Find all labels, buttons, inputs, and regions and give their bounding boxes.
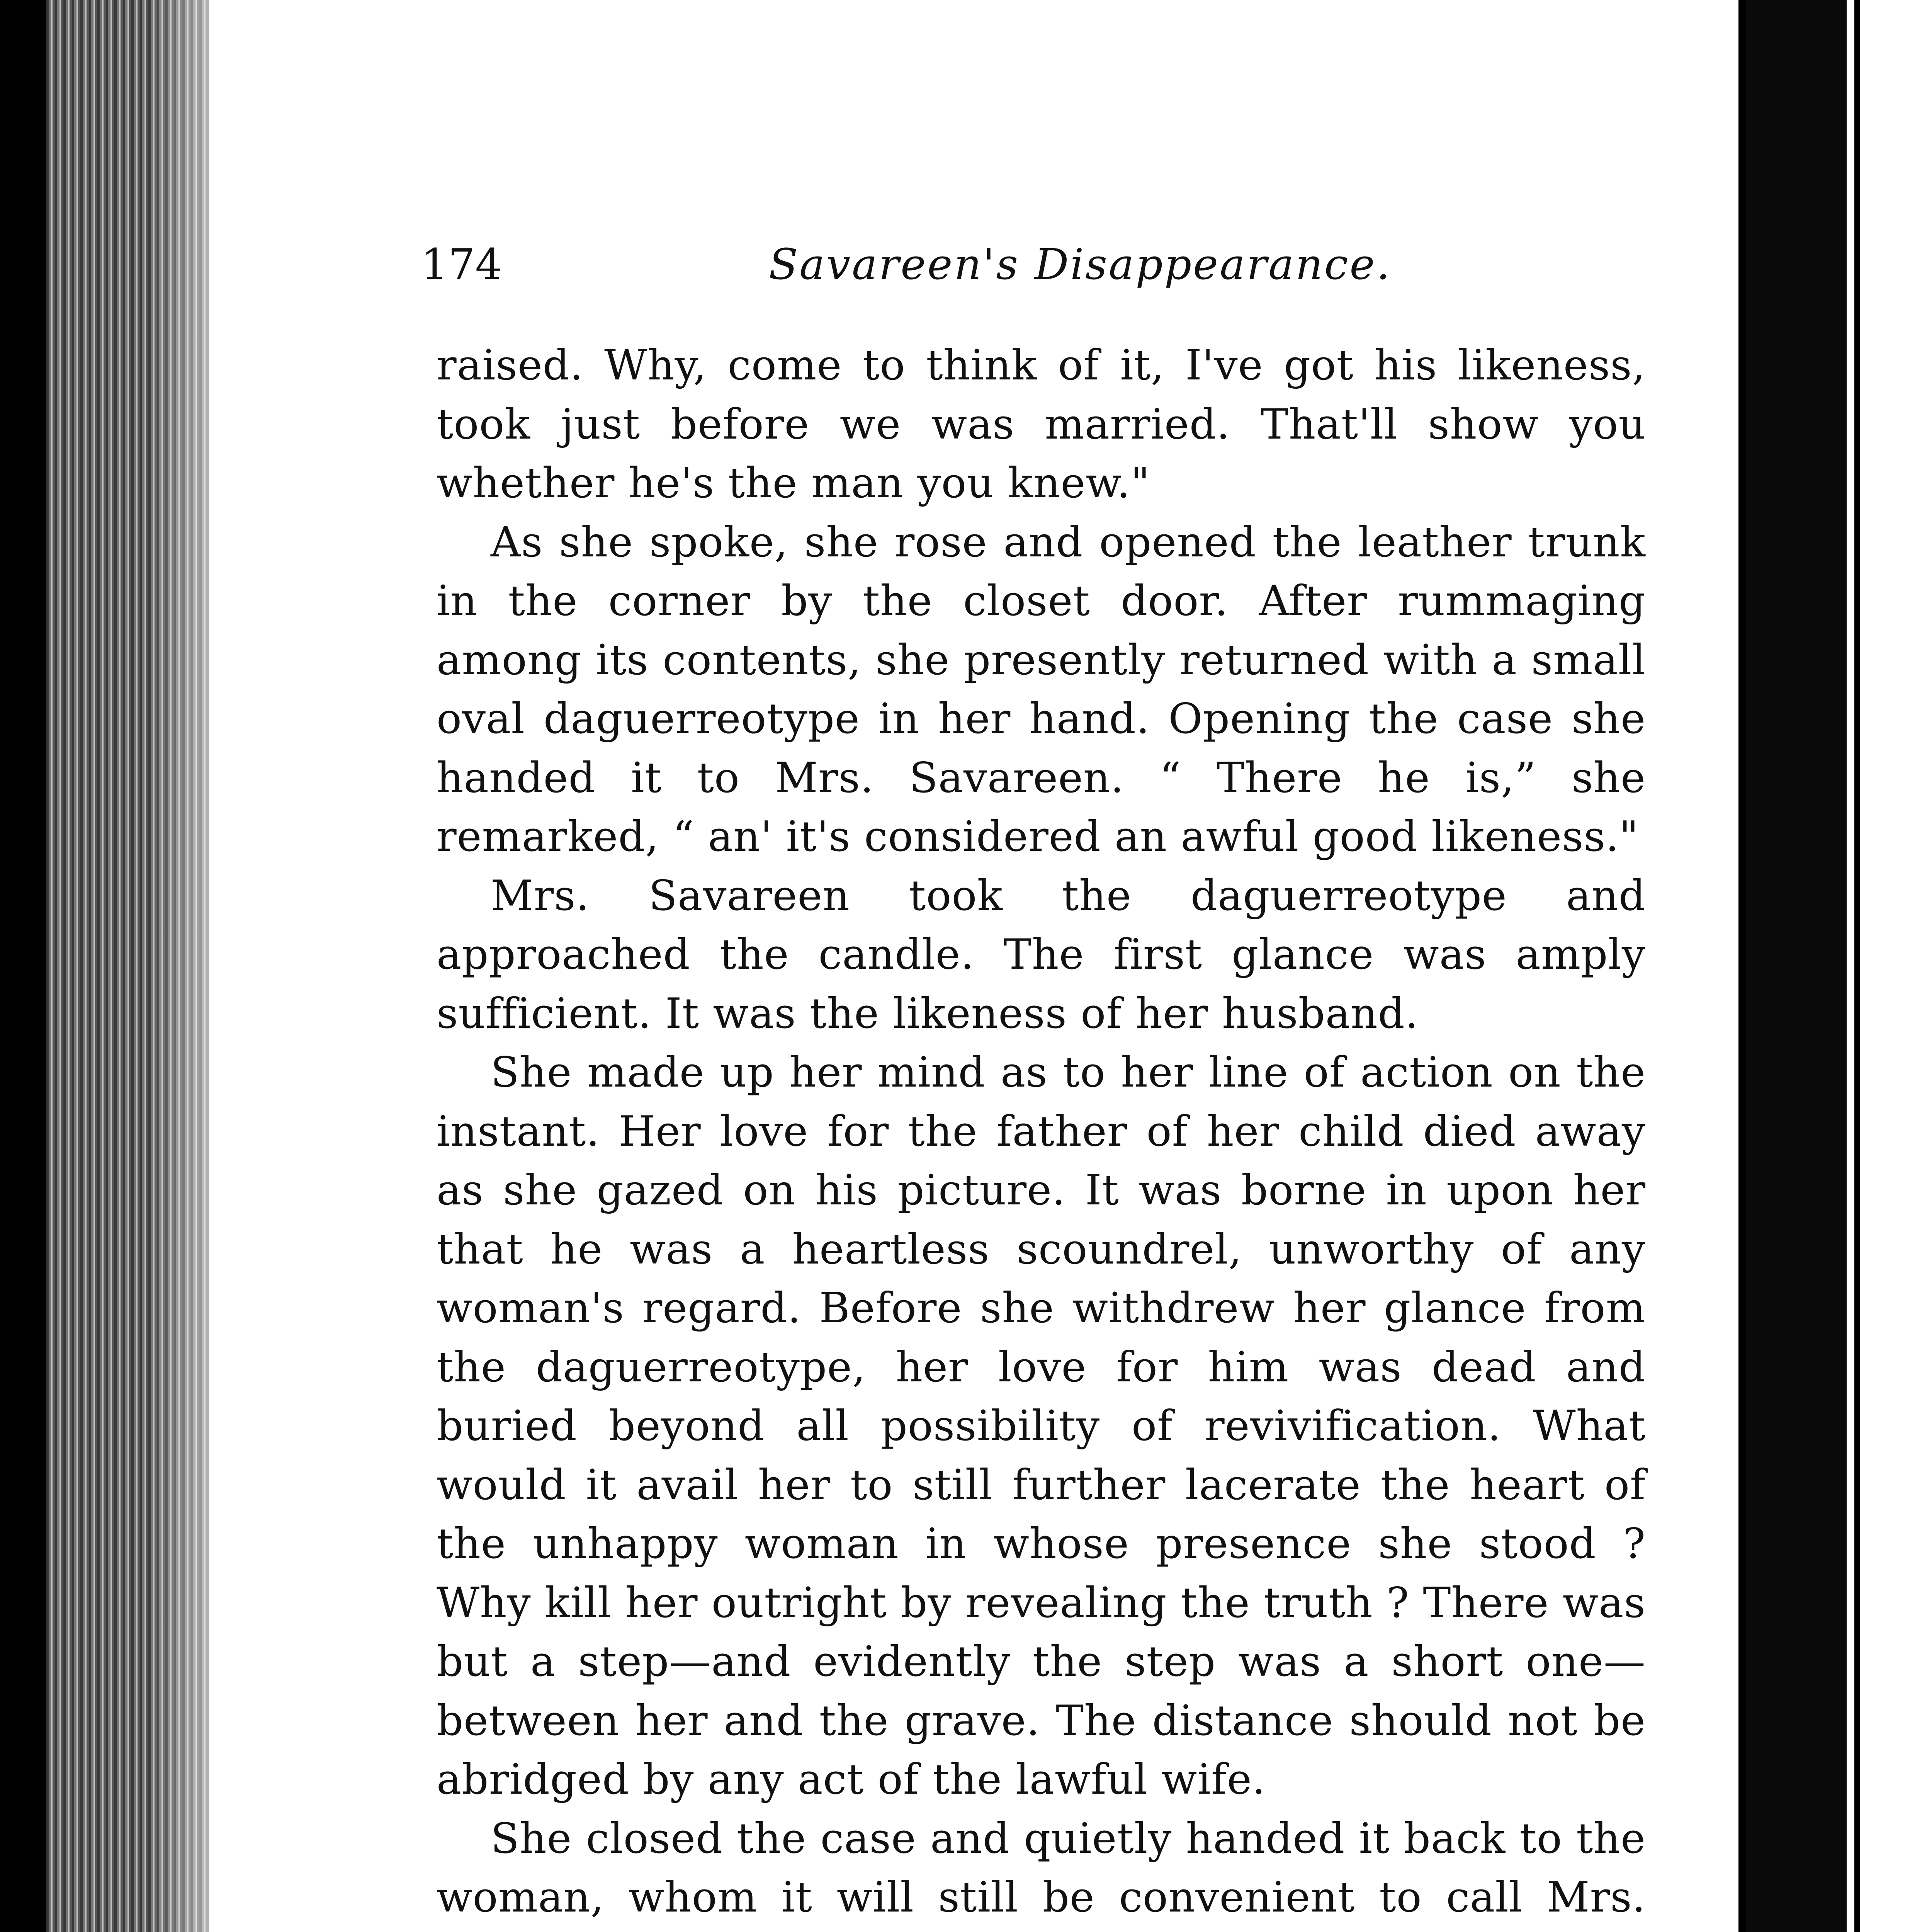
page-edges-shade [147,0,209,1932]
next-page-edge-line [1854,0,1860,1932]
page-number: 174 [421,240,502,289]
running-title: Savareen's Disappearance. [769,240,1392,289]
paragraph-3: Mrs. Savareen took the daguerreotype and approached the candle. The first glance was amply sufficient. It was the likeness of her husband. [437,871,1646,1038]
paragraph-4: She made up her mind as to her line of action on the instant. Her love for the father of her child died away as she gazed on his picture. It was borne in upon her that he was a heartless scoundrel, unworthy of any woman's regard. Before she withdrew her glance from the daguerreotype, her love for him was dead and buried beyond all possibility of revivification. What would it avail her to still further lacerate the heart of the unhappy woman in whose presence she stood ? Why kill her outright by revealing the truth ? There was but a step—and evidently the step was a short one—between her and the grave. The distance should not be abridged by any act of the lawful wife. [437,1048,1646,1804]
paragraph-1: raised. Why, come to think of it, I've got his likeness, took just before we was married. That'll show you whether he's the man you knew." [437,341,1646,507]
running-head [421,240,1650,294]
body-text [437,336,1646,1932]
paragraph-2: As she spoke, she rose and opened the leather trunk in the corner by the closet door. After rummaging among its contents, she presently returned with a small oval daguerreotype in her hand. Opening the case she handed it to Mrs. Savareen. “ There he is,” she remarked, “ an' it's considered an awful good likeness." [437,518,1646,861]
paragraph-5: She closed the case and quietly handed it back to the woman, whom it will still be convenient to call Mrs. [437,1814,1646,1922]
